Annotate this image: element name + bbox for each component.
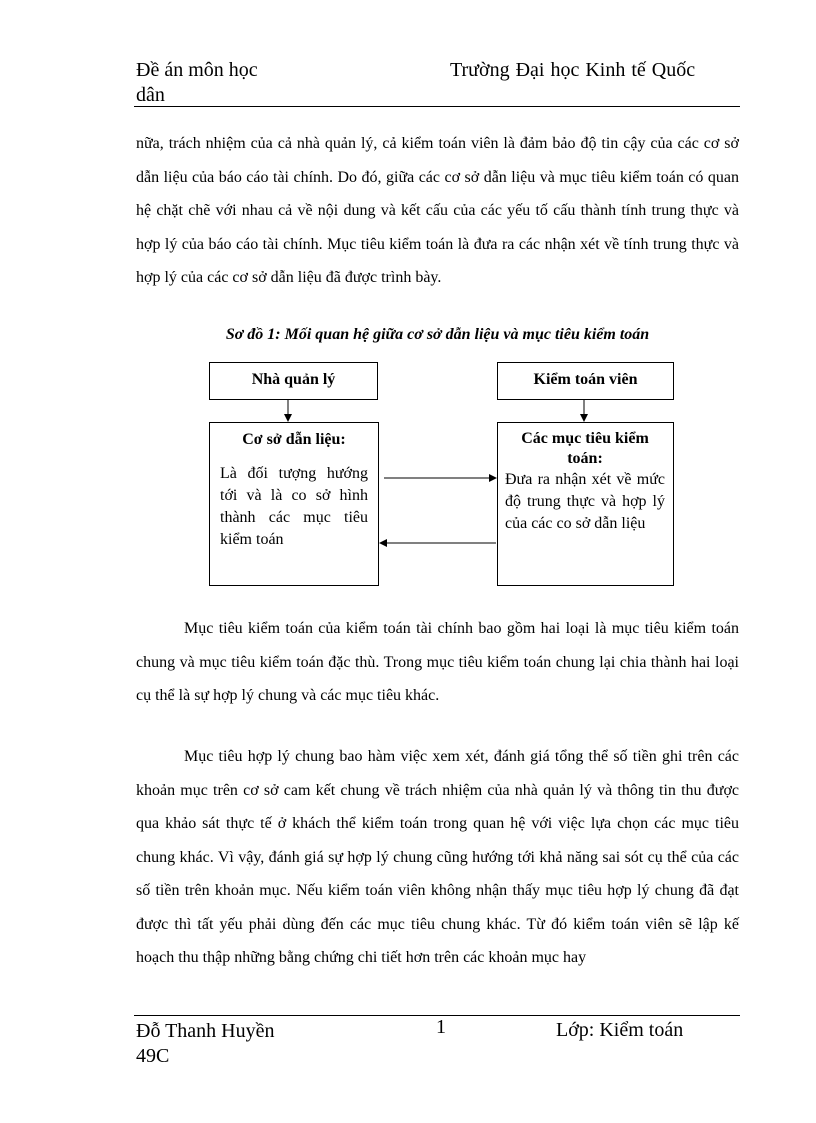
auditor-box: Kiểm toán viên bbox=[497, 362, 674, 400]
objectives-body: Đưa ra nhận xét về mức độ trung thực và hợp lý của các co sở dẫn liệu bbox=[505, 471, 665, 532]
figure-title: Sơ đồ 1: Mối quan hệ giữa cơ sở dẫn liệu và mục tiêu kiểm toán bbox=[225, 326, 650, 343]
paragraph-intro: nữa, trách nhiệm của cả nhà quản lý, cả kiểm toán viên là đảm bảo độ tin cậy của các cơ sở dẫn liệu của báo cáo tài chính. Do đó, giữa các cơ sở dẫn liệu và mục tiêu kiểm toán có quan hệ chặt chẽ với nhau cả về nội dung và kết cấu của các yếu tố cấu thành tính trung thực và hợp lý của báo cáo tài chính. Mục tiêu kiểm toán là đưa ra các nhận xét về tính trung thực và hợp lý của các cơ sở dẫn liệu đã được trình bày. bbox=[136, 135, 739, 286]
footer-author-name: Đỗ Thanh Huyền bbox=[136, 1020, 275, 1042]
header-course-line1: Đề án môn học bbox=[136, 59, 258, 81]
page-number: 1 bbox=[436, 1016, 446, 1038]
assertions-body: Là đối tượng hướng tới và là co sở hình thành các mục tiêu kiểm toán bbox=[220, 465, 368, 548]
footer-author-class-code: 49C bbox=[136, 1045, 170, 1067]
assertions-title: Cơ sở dẫn liệu: bbox=[242, 431, 346, 448]
header-course-line2: dân bbox=[136, 84, 165, 106]
manager-box: Nhà quản lý bbox=[209, 362, 378, 400]
header-university: Trường Đại học Kinh tế Quốc bbox=[450, 59, 696, 81]
footer-class: Lớp: Kiểm toán bbox=[556, 1019, 684, 1041]
footer-author bbox=[136, 1019, 275, 1069]
paragraph-objectives-types: Mục tiêu kiểm toán của kiểm toán tài chính bao gồm hai loại là mục tiêu kiểm toán chung và mục tiêu kiểm toán đặc thù. Trong mục tiêu kiểm toán chung lại chia thành hai loại cụ thể là sự hợp lý chung và các mục tiêu khác. bbox=[136, 620, 739, 704]
objectives-box bbox=[497, 422, 674, 586]
paragraph-general-reasonableness: Mục tiêu hợp lý chung bao hàm việc xem xét, đánh giá tổng thể số tiền ghi trên các khoản mục trên cơ sở cam kết chung về trách nhiệm của nhà quản lý và thông tin thu được qua khảo sát thực tế ở khách thể kiểm toán trong quan hệ với việc lựa chọn các mục tiêu chung khác. Vì vậy, đánh giá sự hợp lý chung cũng hướng tới khả năng sai sót cụ thể của các số tiền trên khoản mục. Nếu kiểm toán viên không nhận thấy mục tiêu hợp lý chung đã đạt được thì tất yếu phải dùng đến các mục tiêu chung khác. Từ đó kiểm toán viên sẽ lập kế hoạch thu thập những bằng chứng chi tiết hơn trên các khoản mục hay bbox=[136, 748, 739, 966]
objectives-title: Các mục tiêu kiểm toán: bbox=[521, 430, 649, 467]
assertions-box bbox=[209, 422, 379, 586]
